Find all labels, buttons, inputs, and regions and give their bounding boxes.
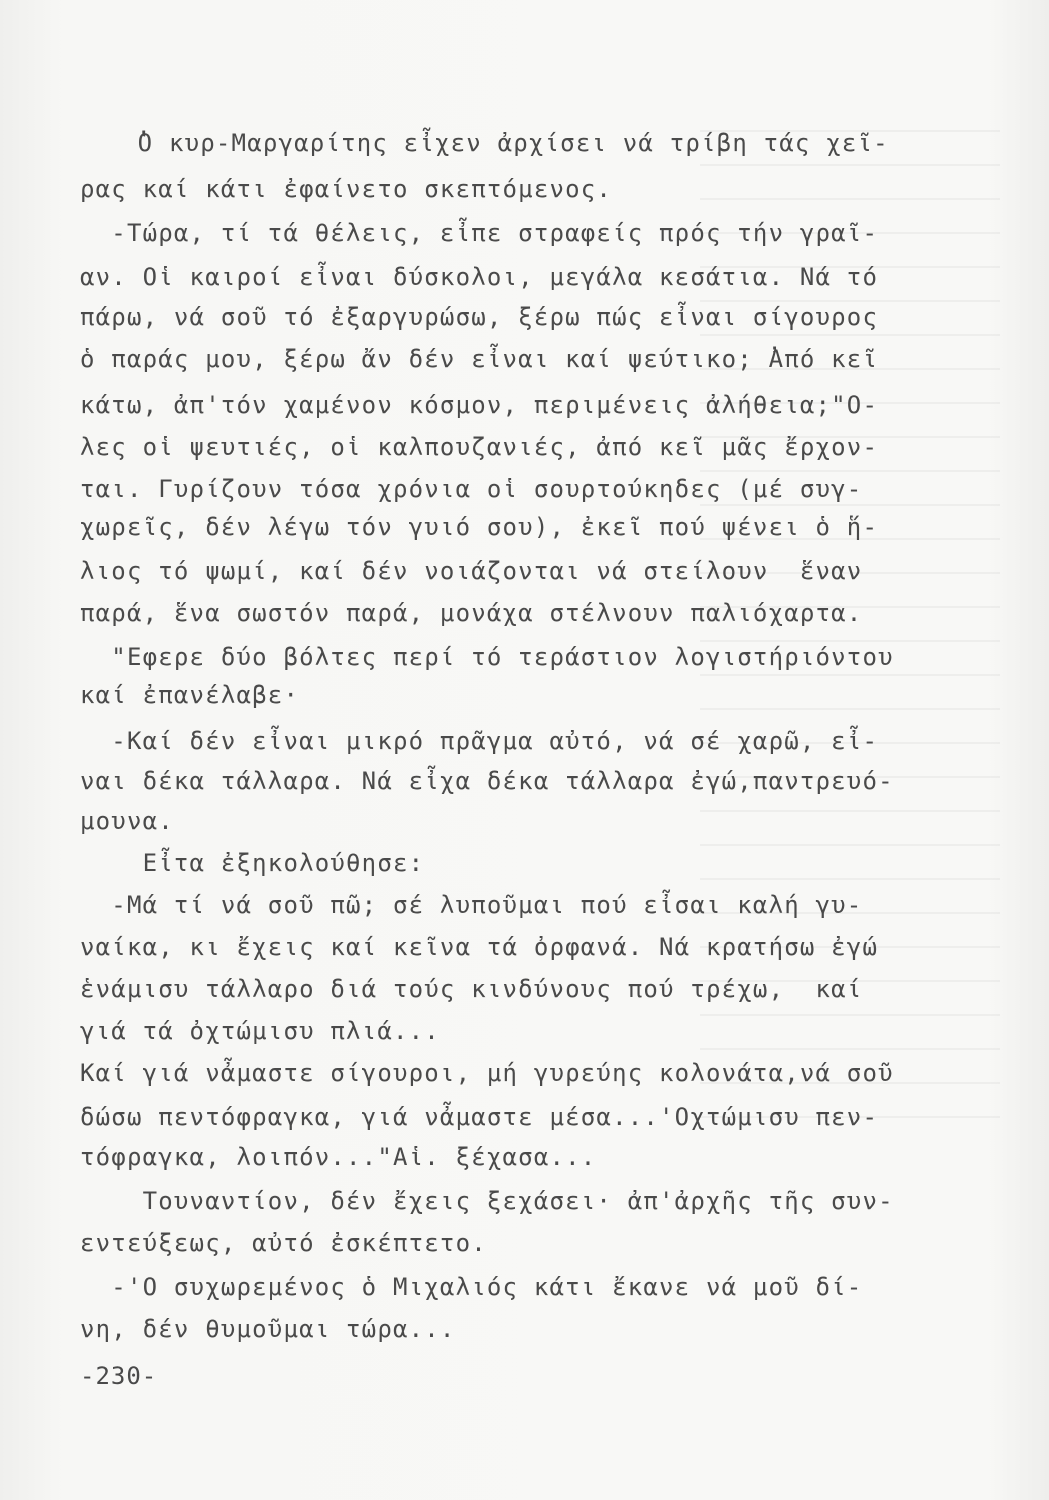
text-line-9: ται. Γυρίζουν τόσα χρόνια οἱ σουρτούκηδες (μέ συγ-: [80, 475, 863, 503]
text-line-23: Καί γιά νἆμαστε σίγουροι, μή γυρεύης κολονάτα,νά σοῦ: [80, 1059, 894, 1087]
text-line-24: δώσω πεντόφραγκα, γιά νἆμαστε μέσα...'Οχτώμισυ πεν-: [80, 1103, 879, 1131]
text-line-7: κάτω, ἀπ'τόν χαμένον κόσμον, περιμένεις ἀλήθεια;"Ο-: [80, 391, 879, 419]
text-line-11: λιος τό ψωμί, καί δέν νοιάζονται νά στείλουν ἕναν: [80, 557, 863, 585]
text-line-4: αν. Οἱ καιροί εἶναι δύσκολοι, μεγάλα κεσάτια. Νά τό: [80, 263, 879, 291]
text-line-3: -Τώρα, τί τά θέλεις, εἶπε στραφείς πρός τήν γραῖ-: [80, 219, 879, 247]
text-line-21: ἑνάμισυ τάλλαρο διά τούς κινδύνους πού τρέχω, καί: [80, 975, 863, 1003]
text-line-15: -Καί δέν εἶναι μικρό πρᾶγμα αὐτό, νά σέ χαρῶ, εἶ-: [80, 727, 879, 755]
text-line-29: νη, δέν θυμοῦμαι τώρα...: [80, 1315, 456, 1343]
text-line-19: -Μά τί νά σοῦ πῶ; σέ λυποῦμαι πού εἶσαι καλή γυ-: [80, 891, 863, 919]
text-line-13: "Εφερε δύο βόλτες περί τό τεράστιον λογιστήριόντου: [80, 643, 894, 671]
text-line-10: χωρεῖς, δέν λέγω τόν γυιό σου), ἐκεῖ πού ψένει ὁ ἥ-: [80, 513, 879, 541]
text-line-8: λες οἱ ψευτιές, οἱ καλπουζανιές, ἀπό κεῖ μᾶς ἔρχον-: [80, 433, 879, 461]
text-line-22: γιά τά ὀχτώμισυ πλιά...: [80, 1017, 440, 1045]
text-line-5: πάρω, νά σοῦ τό ἐξαργυρώσω, ξέρω πώς εἶναι σίγουρος: [80, 303, 879, 331]
text-line-14: καί ἐπανέλαβε·: [80, 681, 300, 709]
text-line-25: τόφραγκα, λοιπόν..."Αἱ. ξέχασα...: [80, 1143, 597, 1171]
text-line-12: παρά, ἕνα σωστόν παρά, μονάχα στέλνουν παλιόχαρτα.: [80, 599, 863, 627]
text-line-27: εντεύξεως, αὐτό ἐσκέπτετο.: [80, 1229, 487, 1257]
text-line-20: ναίκα, κι ἔχεις καί κεῖνα τά ὀρφανά. Νά κρατήσω ἐγώ: [80, 933, 879, 961]
text-line-28: -'Ο συχωρεμένος ὁ Μιχαλιός κάτι ἔκανε νά μοῦ δί-: [80, 1273, 863, 1301]
text-line-2: ρας καί κάτι ἐφαίνετο σκεπτόμενος.: [80, 175, 613, 203]
text-line-16: ναι δέκα τάλλαρα. Νά εἶχα δέκα τάλλαρα ἐγώ,παντρευό-: [80, 767, 894, 795]
page-number: -230-: [80, 1362, 158, 1390]
text-line-18: Εἶτα ἐξηκολούθησε:: [80, 849, 425, 877]
text-line-26: Τουναντίον, δέν ἔχεις ξεχάσει· ἀπ'ἀρχῆς τῆς συν-: [80, 1187, 894, 1215]
text-line-6: ὁ παράς μου, ξέρω ἄν δέν εἶναι καί ψεύτικο; ̓Από κεῖ: [80, 345, 879, 373]
text-line-1: ̔Ο κυρ-Μαργαρίτης εἶχεν ἀρχίσει νά τρίβη τάς χεῖ-: [122, 129, 889, 157]
text-line-17: μουνα.: [80, 807, 174, 835]
